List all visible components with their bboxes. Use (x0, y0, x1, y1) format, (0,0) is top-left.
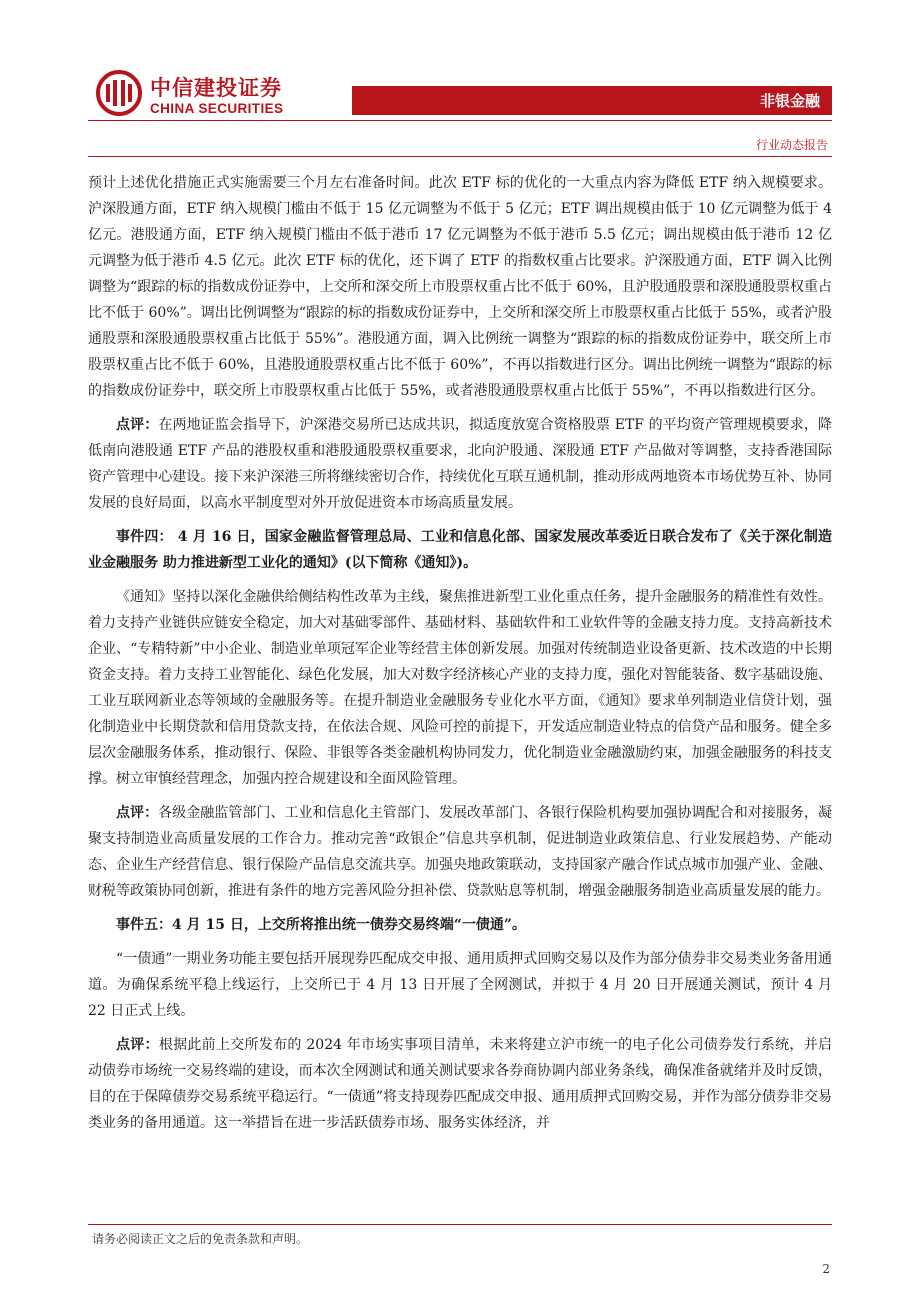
comment-text: 根据此前上交所发布的 2024 年市场实事项目清单，未来将建立沪市统一的电子化公司债券发行系统，并启动债券市场统一交易终端的建设，而本次全网测试和通关测试要求各券商协调内部业务条线，确保准备就绪并及时反馈，目的在于保障债券交易系统平稳运行。“一债通”将支持现券匹配成交申报、通用质押式回购交易，并作为部分债券非交易类业务的备用通道。这一举措旨在进一步活跃债券市场、服务实体经济，并 (88, 1037, 832, 1131)
category-bar (352, 86, 832, 115)
comment-paragraph (88, 412, 832, 516)
logo-icon (96, 70, 142, 116)
event-heading: 事件四： 4 月 16 日，国家金融监督管理总局、工业和信息化部、国家发展改革委近日联合发布了《关于深化制造业金融服务 助力推进新型工业化的通知》(以下简称《通知》)。 (88, 529, 832, 571)
header-divider-bottom (88, 156, 832, 157)
comment-label: 点评： (116, 1037, 159, 1053)
body-paragraph: 预计上述优化措施正式实施需要三个月左右准备时间。此次 ETF 标的优化的一大重点内容为降低 ETF 纳入规模要求。沪深股通方面，ETF 纳入规模门槛由不低于 15 亿元调整为不低于 5 亿元；ETF 调出规模由低于 10 亿元调整为低于 4 亿元。港股通方面，ETF 纳入规模门槛由不低于港币 17 亿元调整为不低于港币 5.5 亿元；调出规模由低于港币 12 亿元调整为低于港币 4.5 亿元。此次 ETF 标的优化，还下调了 ETF 的指数权重占比要求。沪深股通方面，ETF 调入比例调整为“跟踪的标的指数成份证券中，上交所和深交所上市股票权重占比不低于 60%，且沪股通股票和深股通股票权重占比不低于 60%”。调出比例调整为“跟踪的标的指数成份证券中，上交所和深交所上市股票权重占比低于 55%，或者沪股通股票和深股通股票权重占比低于 55%”。港股通方面，调入比例统一调整为“跟踪的标的指数成份证券中，联交所上市股票权重占比不低于 60%，且港股通股票权重占比不低于 60%”，不再以指数进行区分。调出比例统一调整为“跟踪的标的指数成份证券中，联交所上市股票权重占比低于 55%，或者港股通股票权重占比低于 55%”，不再以指数进行区分。 (88, 175, 832, 399)
category-label: 非银金融 (759, 92, 820, 110)
footer-divider (88, 1224, 832, 1225)
header-divider (88, 120, 832, 121)
brand-name-cn: 中信建投证券 (150, 76, 282, 100)
body-paragraph: “一债通”一期业务功能主要包括开展现券匹配成交申报、通用质押式回购交易以及作为部分债券非交易类业务备用通道。为确保系统平稳上线运行，上交所已于 4 月 13 日开展了全网测试，并拟于 4 月 20 日开展通关测试，预计 4 月 22 日正式上线。 (88, 951, 832, 1019)
event-heading: 事件五：4 月 15 日，上交所将推出统一债券交易终端“一债通”。 (116, 917, 526, 933)
comment-paragraph (88, 1032, 832, 1136)
comment-text: 在两地证监会指导下，沪深港交易所已达成共识，拟适度放宽合资格股票 ETF 的平均资产管理规模要求，降低南向港股通 ETF 产品的港股权重和港股通股票权重要求，北向沪股通、深股通 ETF 产品做对等调整，支持香港国际资产管理中心建设。接下来沪深港三所将继续密切合作，持续优化互联互通机制，推动形成两地资本市场优势互补、协同发展的良好局面，以高水平制度型对外开放促进资本市场高质量发展。 (88, 417, 832, 511)
report-type: 行业动态报告 (755, 138, 828, 152)
comment-text: 各级金融监管部门、工业和信息化主管部门、发展改革部门、各银行保险机构要加强协调配合和对接服务，凝聚支持制造业高质量发展的工作合力。推动完善“政银企”信息共享机制，促进制造业政策信息、行业发展趋势、产能动态、企业生产经营信息、银行保险产品信息交流共享。加强央地政策联动，支持国家产融合作试点城市加强产业、金融、财税等政策协同创新，推进有条件的地方完善风险分担补偿、贷款贴息等机制，增强金融服务制造业高质量发展的能力。 (88, 805, 833, 899)
body-paragraph: 《通知》坚持以深化金融供给侧结构性改革为主线，聚焦推进新型工业化重点任务，提升金融服务的精准性有效性。着力支持产业链供应链安全稳定，加大对基础零部件、基础材料、基础软件和工业软件等的金融支持力度。支持高新技术企业、“专精特新”中小企业、制造业单项冠军企业等经营主体创新发展。加强对传统制造业设备更新、技术改造的中长期资金支持。着力支持工业智能化、绿色化发展，加大对数字经济核心产业的支持力度，强化对智能装备、数字基础设施、工业互联网新业态等领域的金融服务等。在提升制造业金融服务专业化水平方面，《通知》要求单列制造业信贷计划，强化制造业中长期贷款和信用贷款支持，在依法合规、风险可控的前提下，开发适应制造业特点的信贷产品和服务。健全多层次金融服务体系，推动银行、保险、非银等各类金融机构协同发力，优化制造业金融激励约束，加强金融服务的科技支撑。树立审慎经营理念，加强内控合规建设和全面风险管理。 (88, 589, 832, 787)
comment-label: 点评： (116, 805, 159, 821)
brand-name-en: CHINA SECURITIES (150, 101, 284, 116)
comment-label: 点评： (116, 417, 159, 433)
report-body (88, 170, 832, 1136)
page-number: 2 (822, 1262, 830, 1276)
comment-paragraph (88, 800, 832, 904)
disclaimer-text: 请务必阅读正文之后的免责条款和声明。 (92, 1232, 309, 1246)
